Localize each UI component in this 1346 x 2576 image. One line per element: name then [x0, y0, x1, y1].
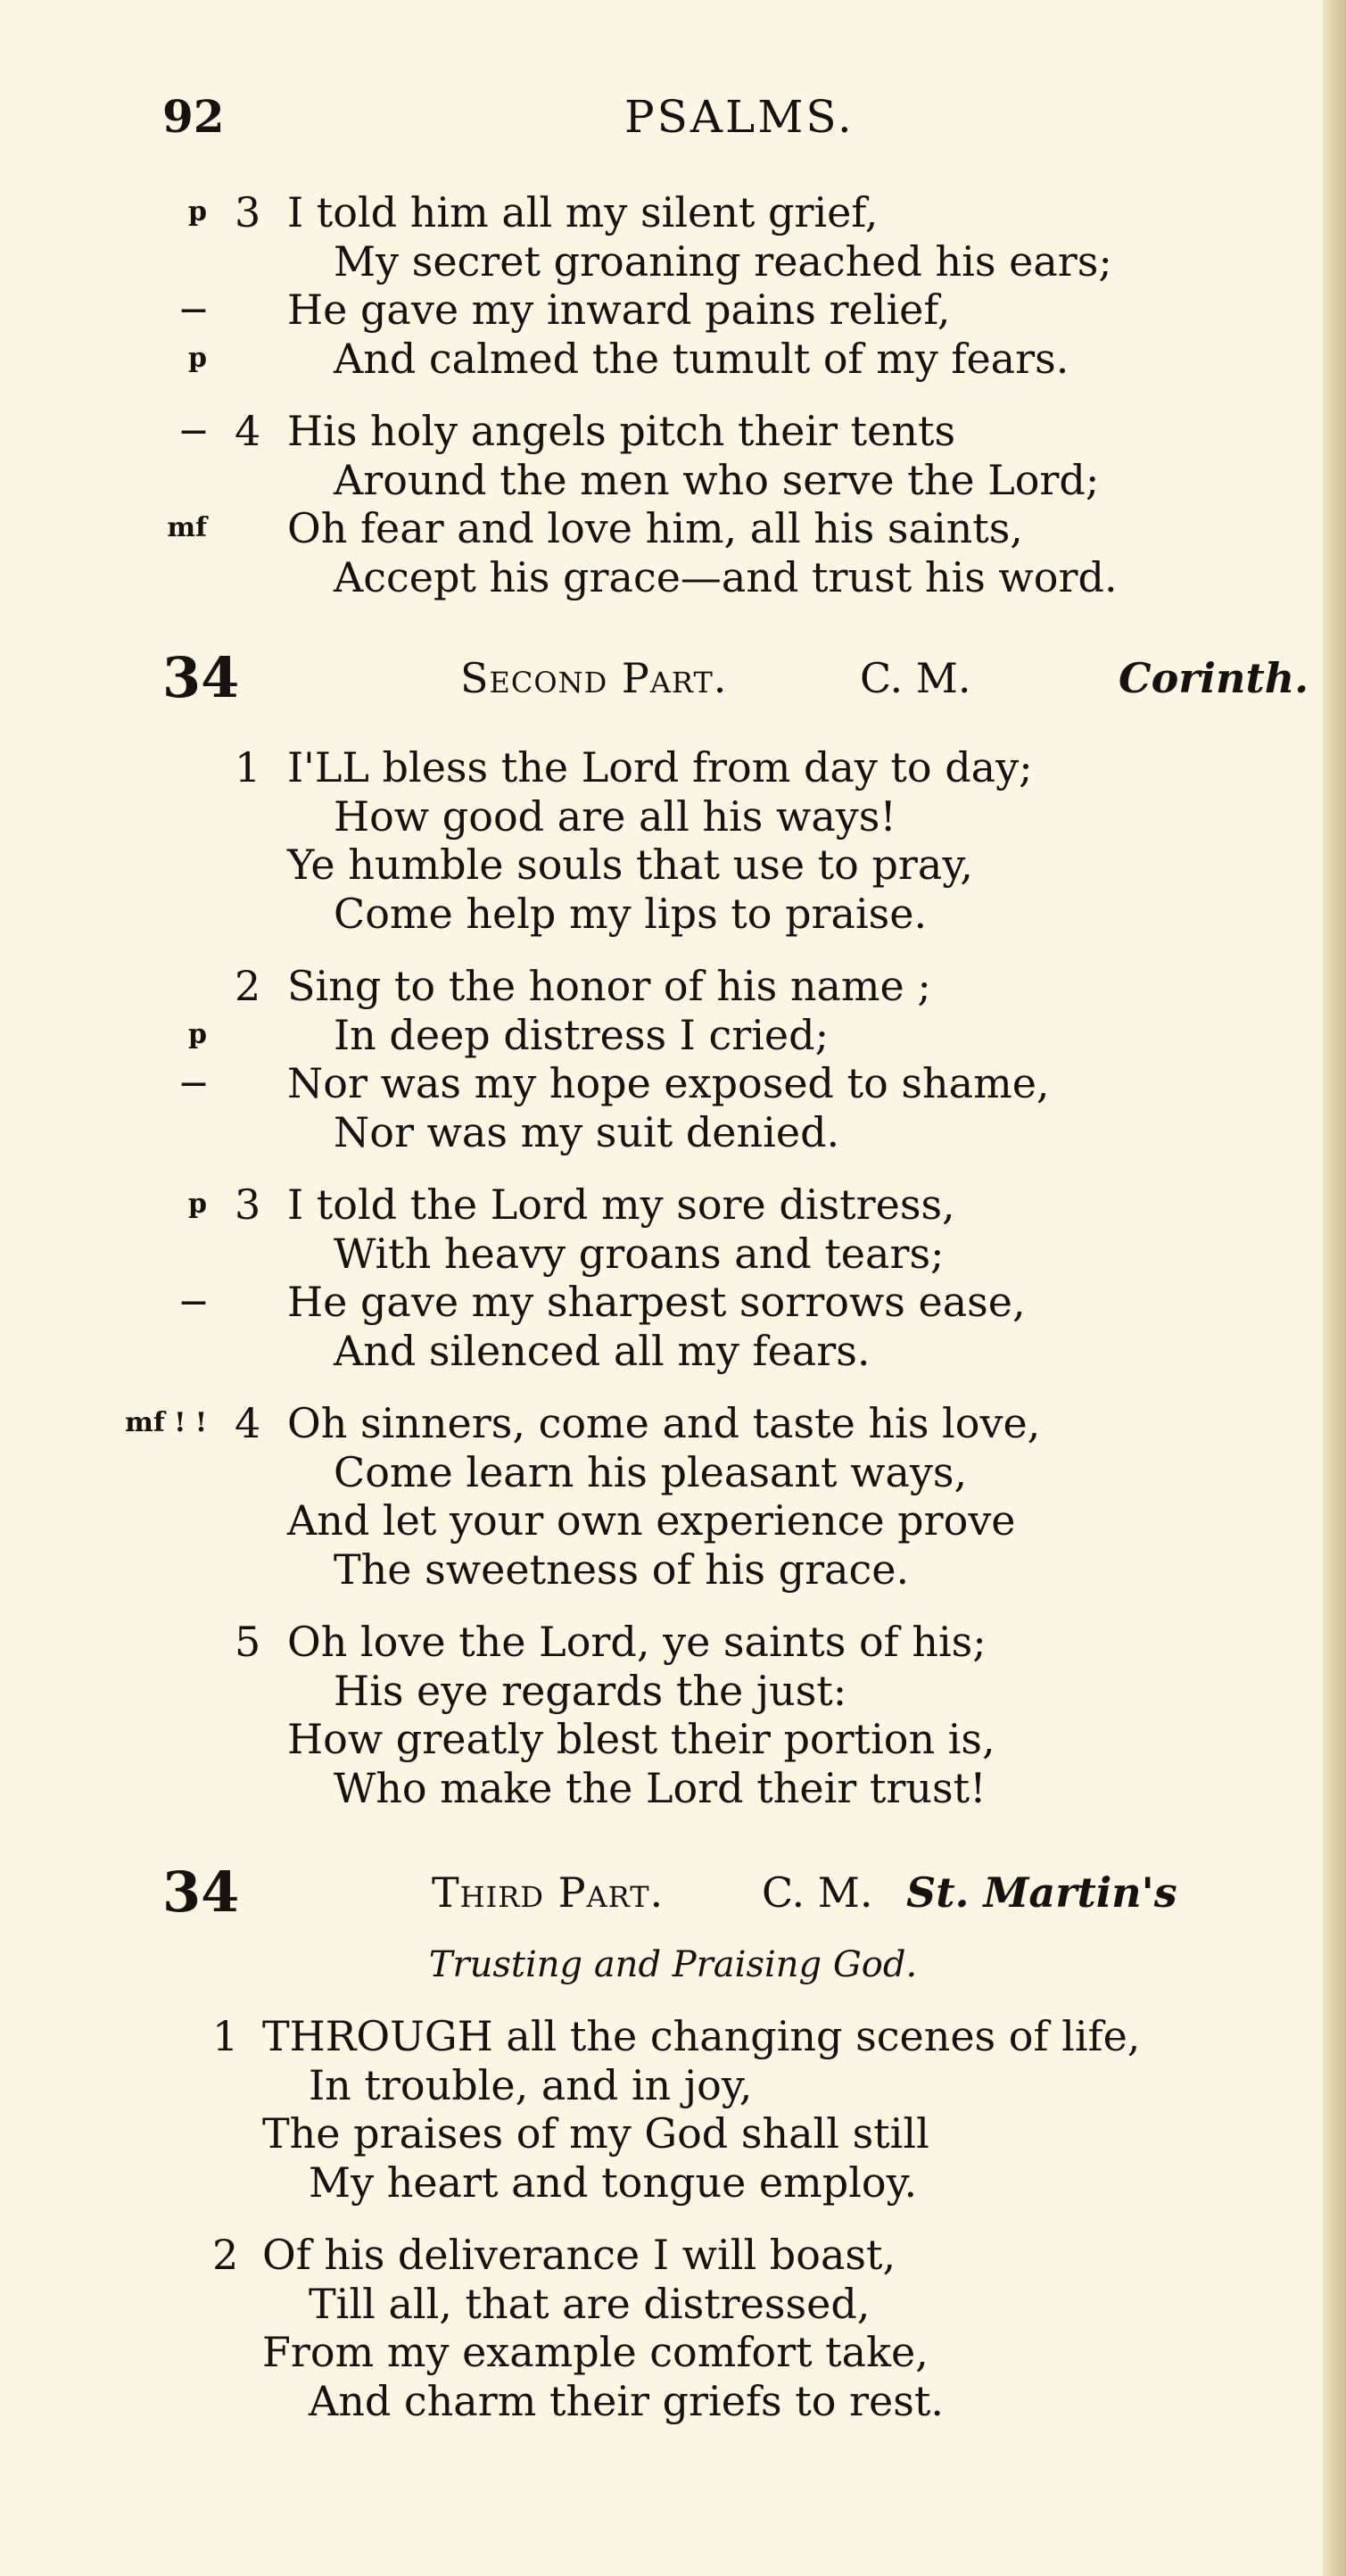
psalm-number: 34 [162, 1860, 240, 1925]
verse-text: Come learn his pleasant ways, [334, 1447, 968, 1496]
verse-text: Oh love the Lord, ye saints of his; [287, 1618, 987, 1666]
verse-line [0, 887, 1320, 940]
verse-text: How greatly blest their portion is, [287, 1715, 995, 1763]
verse-line [0, 1712, 1320, 1766]
verse-line [0, 959, 1320, 1013]
dynamic-mark: mf ! ! [125, 1407, 207, 1438]
verse-line [0, 404, 1320, 458]
dynamic-mark: p [188, 1189, 207, 1220]
verse-text: My secret groaning reached his ears; [334, 236, 1112, 286]
verse-line [0, 2374, 1320, 2428]
verse-line [0, 1008, 1320, 1062]
verse-line [0, 1396, 1320, 1450]
verse-text: Around the men who serve the Lord; [334, 455, 1100, 504]
dynamic-mark: — [180, 1286, 207, 1317]
dynamic-mark: p [188, 342, 207, 374]
stanza-number: 4 [235, 1399, 261, 1447]
stanza-number: 3 [235, 1180, 261, 1229]
dynamic-mark: — [180, 415, 207, 446]
hymn-subtitle: Trusting and Praising God. [428, 1944, 918, 1985]
dynamic-mark: p [188, 1018, 207, 1050]
verse-text: THROUGH all the changing scenes of life, [262, 2012, 1141, 2060]
verse-text: And let your own experience prove [287, 1496, 1016, 1545]
verse-line [0, 790, 1320, 843]
dynamic-mark: — [180, 294, 207, 325]
verse-text: Oh sinners, come and taste his love, [287, 1399, 1041, 1447]
verse-text: I'LL bless the Lord from day to day; [287, 743, 1033, 791]
verse-text: And silenced all my fears. [334, 1326, 871, 1375]
section-heading-second-part [162, 644, 1322, 712]
meter-label: C. M. [762, 1868, 873, 1917]
stanza-number: 4 [235, 407, 261, 455]
verse-text: Ye humble souls that use to pray, [287, 841, 973, 889]
verse-text: Who make the Lord their trust! [334, 1763, 987, 1812]
stanza-number: 2 [235, 962, 261, 1010]
verse-text: Till all, that are distressed, [309, 2279, 871, 2328]
verse-line [0, 1445, 1320, 1499]
verse-text: How good are all his ways! [334, 791, 896, 841]
verse-text: Of his deliverance I will boast, [262, 2231, 896, 2279]
verse-text: And charm their griefs to rest. [309, 2376, 944, 2425]
verse-text: Oh fear and love him, all his saints, [287, 504, 1023, 552]
verse-line [0, 332, 1320, 385]
verse-text: With heavy groans and tears; [334, 1229, 945, 1278]
verse-line [0, 1664, 1320, 1718]
verse-text: Nor was my hope exposed to shame, [287, 1059, 1050, 1107]
verse-text: I told him all my silent grief, [287, 188, 879, 236]
dynamic-mark: mf [167, 512, 207, 543]
tune-name: St. Martin's [906, 1868, 1177, 1917]
meter-label: C. M. [860, 654, 971, 702]
verse-line [0, 186, 1320, 239]
verse-line [0, 1761, 1320, 1815]
stanza-number: 2 [212, 2231, 239, 2279]
verse-line [0, 2009, 1320, 2063]
stanza-number: 1 [235, 743, 261, 791]
part-title: Second Part. [460, 654, 728, 702]
stanza-number: 5 [235, 1618, 261, 1666]
verse-text: The praises of my God shall still [262, 2109, 929, 2158]
verse-line [0, 2277, 1320, 2331]
verse-line [0, 2325, 1320, 2379]
dynamic-mark: — [180, 1067, 207, 1098]
verse-line [0, 741, 1320, 794]
verse-text: I told the Lord my sore distress, [287, 1180, 955, 1229]
verse-text: His eye regards the just: [334, 1666, 847, 1715]
verse-text: Accept his grace—and trust his word. [334, 552, 1118, 601]
verse-line [0, 283, 1320, 336]
verse-line [0, 1227, 1320, 1280]
verse-text: His holy angels pitch their tents [287, 407, 956, 455]
verse-text: In deep distress I cried; [334, 1010, 830, 1059]
verse-text: The sweetness of his grace. [334, 1545, 910, 1594]
verse-text: And calmed the tumult of my fears. [334, 334, 1069, 383]
verse-text: He gave my inward pains relief, [287, 286, 951, 334]
verse-line [0, 1543, 1320, 1596]
verse-line [0, 1494, 1320, 1547]
verse-line [0, 235, 1320, 288]
verse-line [0, 1275, 1320, 1329]
verse-text: Come help my lips to praise. [334, 889, 928, 938]
verse-line [0, 2228, 1320, 2282]
verse-line [0, 1106, 1320, 1159]
dynamic-mark: p [188, 196, 207, 228]
section-heading-third-part [162, 1859, 1322, 1926]
verse-line [0, 1056, 1320, 1110]
page-header [0, 86, 1346, 148]
verse-line [0, 453, 1320, 507]
verse-line [0, 1615, 1320, 1669]
stanza-number: 1 [212, 2012, 239, 2060]
verse-text: From my example comfort take, [262, 2328, 929, 2376]
verse-line [0, 1324, 1320, 1378]
part-title: Third Part. [432, 1868, 665, 1917]
verse-text: My heart and tongue employ. [309, 2158, 918, 2207]
verse-line [0, 501, 1320, 555]
verse-text: Sing to the honor of his name ; [287, 962, 931, 1010]
verse-text: He gave my sharpest sorrows ease, [287, 1278, 1026, 1326]
psalm-number: 34 [162, 645, 240, 710]
verse-line [0, 1178, 1320, 1231]
verse-text: Nor was my suit denied. [334, 1107, 840, 1156]
verse-line [0, 2107, 1320, 2160]
verse-line [0, 2156, 1320, 2209]
verse-line [0, 551, 1320, 604]
tune-name: Corinth. [1119, 654, 1309, 702]
verse-line [0, 2058, 1320, 2112]
stanza-number: 3 [235, 188, 261, 236]
verse-text: In trouble, and in joy, [309, 2060, 753, 2109]
page-number: 92 [162, 90, 225, 143]
verse-line [0, 838, 1320, 891]
running-title: PSALMS. [624, 91, 855, 143]
